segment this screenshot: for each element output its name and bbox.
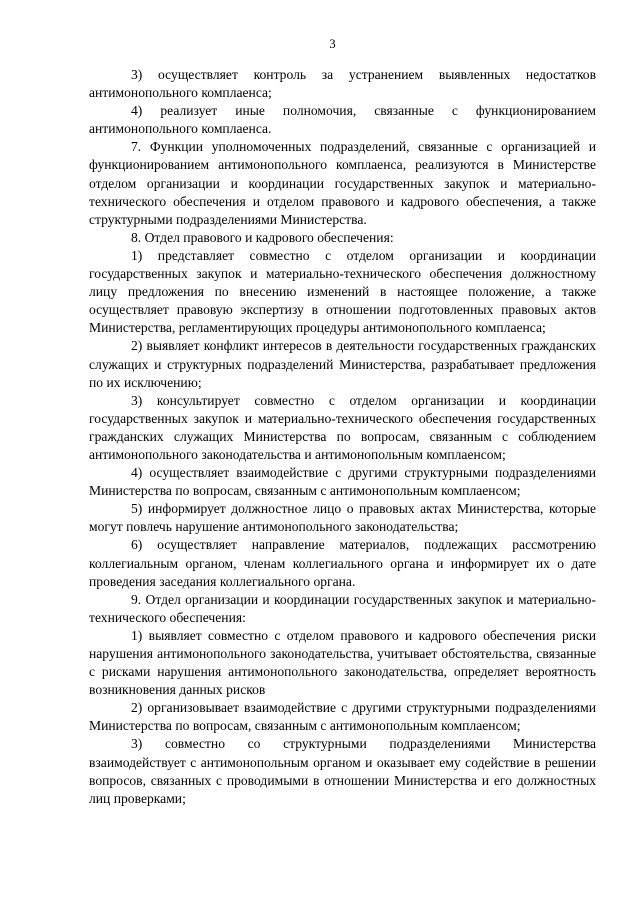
paragraph-other-powers: 4) реализует иные полномочия, связанные с функционированием антимонопольного комплаенса. (89, 103, 596, 137)
paragraph-9-3: 3) совместно со структурными подразделениями Министерства взаимодействует с антимонопольным органом и оказывает ему содействие в решении вопросов, связанных с проводимыми в отношении Министерства и его должностных лиц проверками; (89, 736, 596, 806)
paragraph-section-7: 7. Функции уполномоченных подразделений, связанные с организацией и функционированием антимонопольного комплаенса, реализуются в Министерстве отделом организации и координации государственных закупок и материально-технического обеспечения и отделом правового и кадрового обеспечения, а также структурными подразделениями Министерства. (89, 139, 596, 227)
paragraph-8-2: 2) выявляет конфликт интересов в деятельности государственных гражданских служащих и структурных подразделений Министерства, разрабатывает предложения по их исключению; (89, 338, 596, 390)
paragraph-8-3: 3) консультирует совместно с отделом организации и координации государственных закупок и материально-технического обеспечения государственных гражданских служащих Министерства по вопросам, связанным с соблюдением антимонопольного законодательства и антимонопольным комплаенсом; (89, 392, 596, 462)
page-number: 3 (329, 37, 336, 51)
paragraph-8-5: 5) информирует должностное лицо о правовых актах Министерства, которые могут повлечь нарушение антимонопольного законодательства; (89, 501, 596, 535)
paragraph-section-9-heading: 9. Отдел организации и координации государственных закупок и материально-технического обеспечения: (89, 591, 596, 625)
paragraph-9-2: 2) организовывает взаимодействие с другими структурными подразделениями Министерства по вопросам, связанным с антимонопольным комплаенсом; (89, 700, 596, 734)
paragraph-control-deficiencies: 3) осуществляет контроль за устранением выявленных недостатков антимонопольного комплаенса; (89, 67, 596, 101)
paragraph-9-1: 1) выявляет совместно с отделом правового и кадрового обеспечения риски нарушения антимонопольного законодательства, учитывает обстоятельства, связанные с рисками нарушения антимонопольного законодательства, определяет вероятность возникновения данных рисков (89, 627, 596, 698)
paragraph-8-1: 1) представляет совместно с отделом организации и координации государственных закупок и материально-технического обеспечения должностному лицу предложения по внесению изменений в настоящее положение, а также осуществляет правовую экспертизу в отношении подготовленных правовых актов Министерства, регламентирующих процедуры антимонопольного комплаенса; (89, 247, 596, 336)
paragraph-section-8-heading: 8. Отдел правового и кадрового обеспечения: (131, 229, 394, 245)
paragraph-8-6: 6) осуществляет направление материалов, подлежащих рассмотрению коллегиальным органом, членам коллегиального органа и информирует их о дате проведения заседания коллегиального органа. (89, 537, 596, 589)
paragraph-8-4: 4) осуществляет взаимодействие с другими структурными подразделениями Министерства по вопросам, связанным с антимонопольным комплаенсом; (89, 465, 596, 499)
